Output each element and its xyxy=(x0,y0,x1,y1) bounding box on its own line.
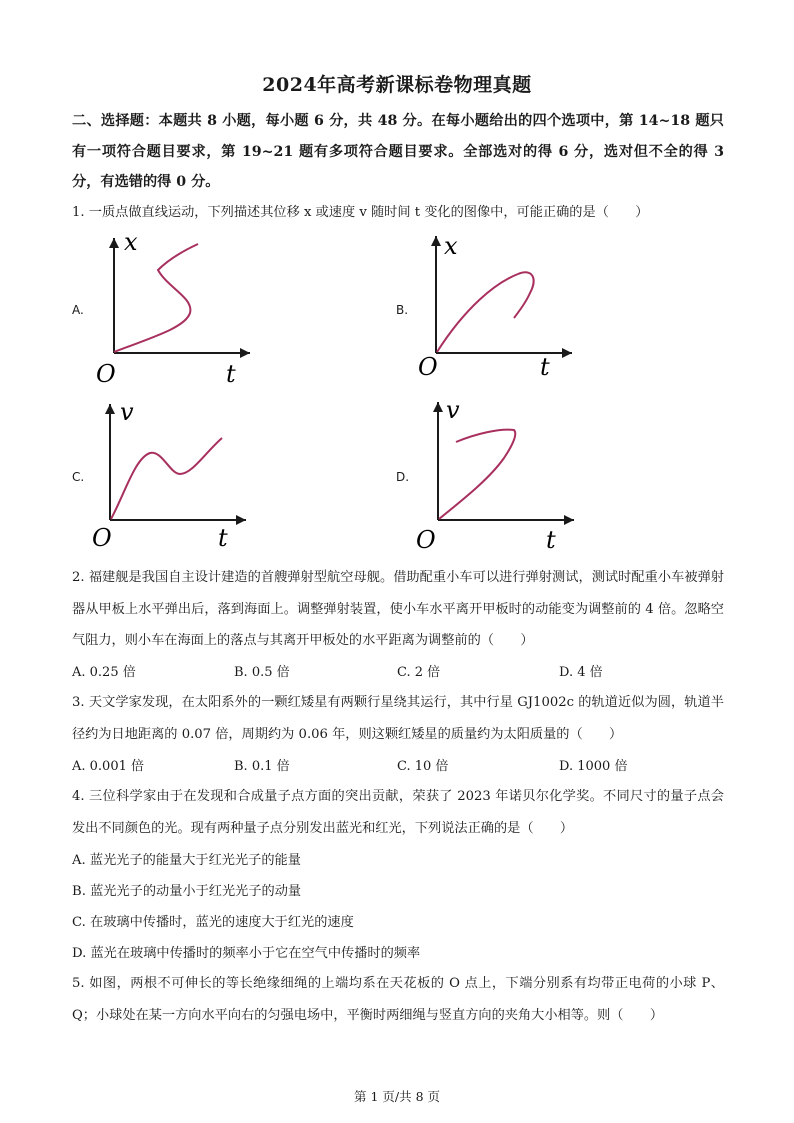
graph-d-x-label: t xyxy=(546,526,556,554)
q2-option-b: B. 0.5 倍 xyxy=(234,665,290,680)
section-intro: 二、选择题：本题共 8 小题，每小题 6 分，共 48 分。在每小题给出的四个选项中，第 14~18 题只有一项符合题目要求，第 19~21 题有多项符合题目要求。全部选对的得 6 分，选对但不全的得 3 分，有选错的得 0 分。 xyxy=(72,113,724,190)
q4-option-c: C. 在玻璃中传播时，蓝光的速度大于红光的速度 xyxy=(72,915,354,930)
graph-c-x-label: t xyxy=(218,524,228,552)
question-5-stem: 5. 如图，两根不可伸长的等长绝缘细绳的上端均系在天花板的 O 点上，下端分别系有均带正电荷的小球 P、Q；小球处在某一方向水平向右的匀强电场中，平衡时两细绳与竖直方向的夹角大小相等。则（ ） xyxy=(72,976,724,1023)
question-2-stem: 2. 福建舰是我国自主设计建造的首艘弹射型航空母舰。借助配重小车可以进行弹射测试，测试时配重小车被弹射器从甲板上水平弹出后，落到海面上。调整弹射装置，使小车水平离开甲板时的动能变为调整前的 4 倍。忽略空气阻力，则小车在海面上的落点与其离开甲板处的水平距离为调整前的（ ） xyxy=(72,570,724,648)
page-title: 2024年高考新课标卷物理真题 xyxy=(262,74,532,96)
graph-c-y-label: v xyxy=(120,398,134,426)
graph-a-y-label: x xyxy=(124,228,138,256)
option-c-label: C. xyxy=(72,470,85,484)
q2-option-a: A. 0.25 倍 xyxy=(72,665,136,680)
graph-d-y-label: v xyxy=(446,398,460,424)
graph-b xyxy=(410,228,580,388)
option-d-label: D. xyxy=(396,470,410,484)
question-3-stem: 3. 天文学家发现，在太阳系外的一颗红矮星有两颗行星绕其运行，其中行星 GJ1002c 的轨道近似为圆，轨道半径约为日地距离的 0.07 倍，周期约为 0.06 年，则这颗红矮星的质量约为太阳质量的（ ） xyxy=(72,695,724,742)
question-1-stem: 1. 一质点做直线运动，下列描述其位移 x 或速度 v 随时间 t 变化的图像中，可能正确的是（ ） xyxy=(72,205,649,220)
graph-a xyxy=(90,228,260,388)
q3-option-a: A. 0.001 倍 xyxy=(72,759,145,774)
graph-c-origin: O xyxy=(92,524,112,552)
graph-a-x-label: t xyxy=(226,360,236,388)
question-4-stem: 4. 三位科学家由于在发现和合成量子点方面的突出贡献，荣获了 2023 年诺贝尔化学奖。不同尺寸的量子点会发出不同颜色的光。现有两种量子点分别发出蓝光和红光，下列说法正确的是（ ） xyxy=(72,789,724,836)
q3-option-c: C. 10 倍 xyxy=(397,759,449,774)
q3-option-b: B. 0.1 倍 xyxy=(234,759,290,774)
graph-b-origin: O xyxy=(418,353,438,381)
option-a-label: A. xyxy=(72,303,84,317)
graph-a-origin: O xyxy=(96,360,116,388)
graph-d-origin: O xyxy=(416,526,436,554)
graph-b-y-label: x xyxy=(444,232,458,260)
q4-option-d: D. 蓝光在玻璃中传播时的频率小于它在空气中传播时的频率 xyxy=(72,946,421,961)
q2-option-c: C. 2 倍 xyxy=(397,665,441,680)
q3-option-d: D. 1000 倍 xyxy=(559,759,628,774)
graph-c xyxy=(90,398,260,556)
q4-option-b: B. 蓝光光子的动量小于红光光子的动量 xyxy=(72,884,302,899)
page-footer: 第 1 页/共 8 页 xyxy=(353,1089,440,1104)
q2-option-d: D. 4 倍 xyxy=(559,665,603,680)
option-b-label: B. xyxy=(396,303,409,317)
q4-option-a: A. 蓝光光子的能量大于红光光子的能量 xyxy=(72,853,301,868)
graph-d xyxy=(410,398,580,556)
graph-b-x-label: t xyxy=(540,353,550,381)
